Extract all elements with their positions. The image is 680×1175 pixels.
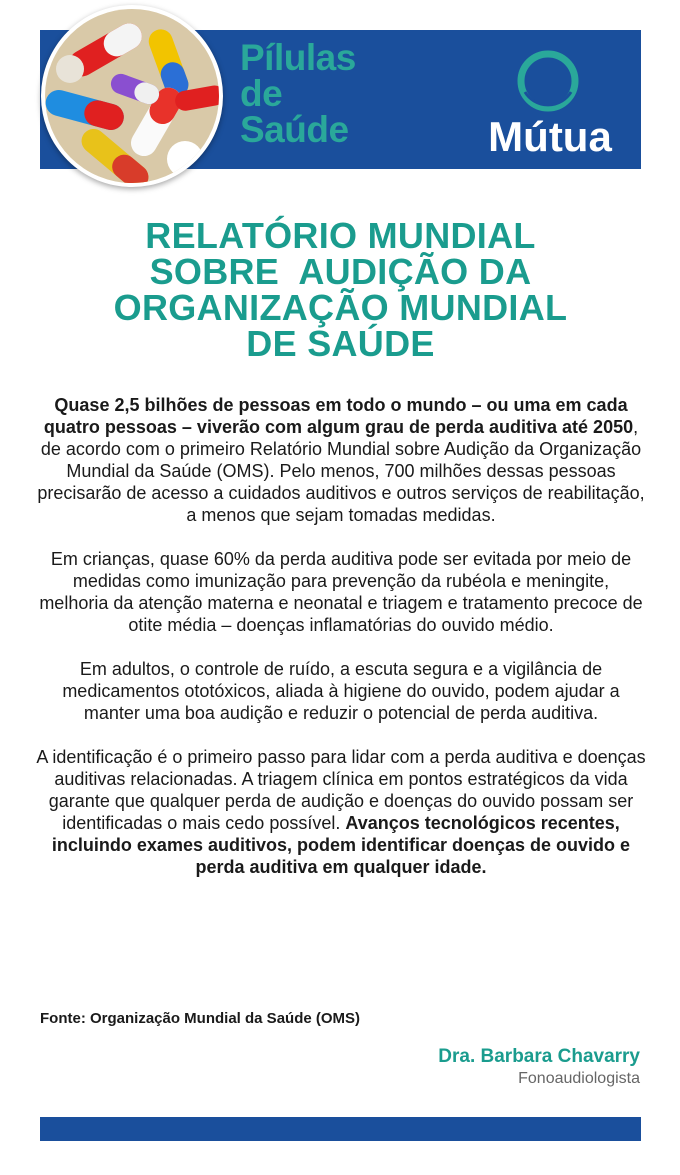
footer-band: [40, 1117, 641, 1141]
brand-logo-text: Mútua: [488, 113, 612, 160]
article-title: [40, 215, 641, 364]
source-citation: Fonte: Organização Mundial da Saúde (OMS): [40, 1010, 361, 1027]
pills-photo: [41, 5, 223, 187]
paragraph-4-highlight: Avanços tecnológicos recentes, incluindo exames auditivos, podem identificar doenças de ouvido e perda auditiva em qualquer idade.: [51, 813, 631, 877]
paragraph-4: [36, 746, 646, 878]
article-title-line: RELATÓRIO MUNDIAL: [145, 215, 536, 256]
series-title: [240, 37, 356, 150]
paragraph-4-text: A identificação é o primeiro passo para lidar com a perda auditiva e doenças auditivas relacionadas. A triagem clínica em pontos estratégicos da vida garante que qualquer perda de audição e doenças do ouvido possam ser identificadas o mais cedo possível.: [36, 747, 646, 833]
paragraph-1-text: , de acordo com o primeiro Relatório Mundial sobre Audição da Organização Mundial da Saúde (OMS). Pelo menos, 700 milhões dessas pessoas precisarão de acesso a cuidados auditivos e outros serviços de reabilitação, a menos que sejam tomadas medidas.: [37, 417, 645, 525]
paragraph-2: Em crianças, quase 60% da perda auditiva pode ser evitada por meio de medidas como imunização para prevenção da rubéola e meningite, melhoria da atenção materna e neonatal e triagem e tratamento precoce de otite média – doenças inflamatórias do ouvido médio.: [39, 549, 643, 635]
author-name: Dra. Barbara Chavarry: [438, 1046, 640, 1067]
article-body: [36, 394, 646, 900]
paragraph-3: Em adultos, o controle de ruído, a escuta segura e a vigilância de medicamentos ototóxicos, aliada à higiene do ouvido, podem ajudar a manter uma boa audição e reduzir o potencial de perda auditiva.: [62, 659, 620, 723]
author-block: [438, 1046, 640, 1090]
article-title-line: ORGANIZAÇÃO MUNDIAL: [113, 287, 568, 328]
paragraph-1-highlight: Quase 2,5 bilhões de pessoas em todo o mundo – ou uma em cada quatro pessoas – viverão com algum grau de perda auditiva até 2050: [43, 395, 634, 437]
article-title-line: DE SAÚDE: [246, 323, 435, 364]
paragraph-1: [36, 394, 646, 526]
author-role: Fonoaudiologista: [518, 1070, 640, 1087]
series-title-line: Pílulas: [240, 37, 356, 78]
article-title-line: SOBRE AUDIÇÃO DA: [149, 251, 532, 292]
series-title-line: Saúde: [240, 109, 349, 150]
series-title-line: de: [240, 73, 283, 114]
mutua-logo-icon: [515, 50, 581, 112]
